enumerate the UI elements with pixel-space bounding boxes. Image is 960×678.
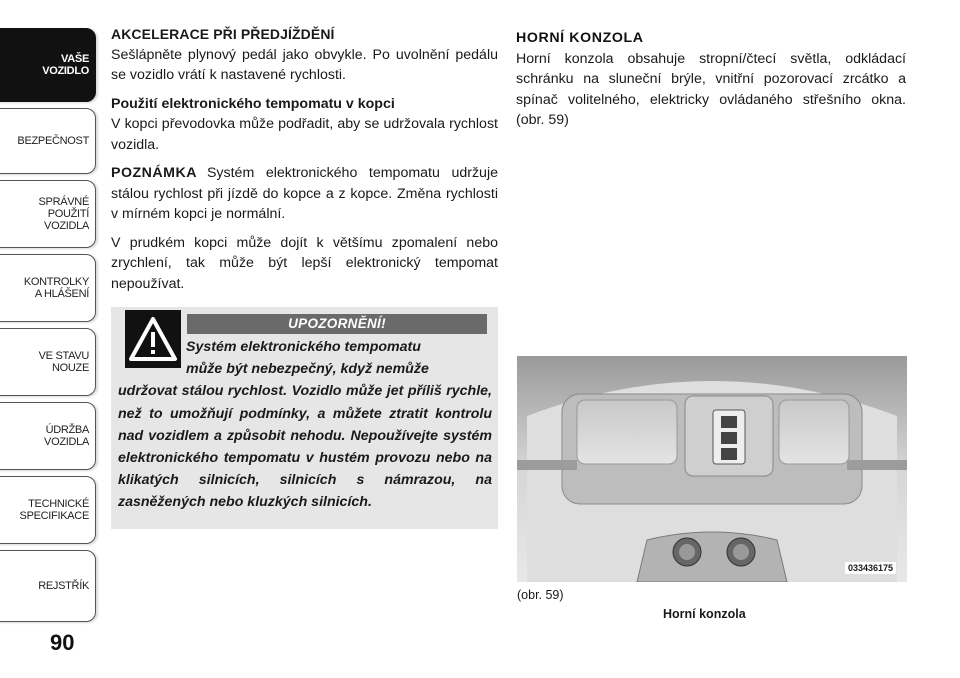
note-label: POZNÁMKA (111, 165, 197, 181)
figure-reference: (obr. 59) (517, 588, 564, 602)
paragraph: Sešlápněte plynový pedál jako obvykle. Po uvolnění pedálu se vozidlo vrátí k nastavené rychlosti. (111, 46, 498, 83)
tab-label: REJSTŘÍK (38, 580, 89, 592)
tab-label: TECHNICKÉ SPECIFIKACE (19, 498, 89, 522)
paragraph: Horní konzola obsahuje stropní/čtecí světla, odkládací schránku na sluneční brýle, vnitřní pozorovací zrcátko a spínač volitelného, elektricky ovládaného střešního okna. (obr. 59) (516, 50, 906, 128)
figure-caption: Horní konzola (663, 607, 746, 621)
tab-spravne-pouziti[interactable] (0, 180, 96, 248)
warning-text (118, 336, 492, 514)
page-number: 90 (50, 630, 75, 655)
tab-rejstrik[interactable] (0, 550, 96, 622)
paragraph: V kopci převodovka může podřadit, aby se udržovala rychlost vozidla. (111, 116, 498, 153)
warning-line: může být nebezpečný, když nemůže (186, 361, 429, 378)
tab-bezpecnost[interactable] (0, 108, 96, 174)
tab-label: VE STAVU NOUZE (38, 350, 89, 374)
section-heading: AKCELERACE PŘI PŘEDJÍŽDĚNÍ (111, 26, 335, 42)
tab-label: VAŠE VOZIDLO (42, 53, 89, 77)
tab-vase-vozidlo[interactable] (0, 28, 96, 102)
right-column (516, 28, 906, 131)
tab-kontrolky[interactable] (0, 254, 96, 322)
warning-line: Systém elektronického tempomatu (186, 339, 421, 355)
warning-title: UPOZORNĚNÍ! (187, 314, 487, 334)
note-paragraph (111, 163, 498, 225)
section-heading: HORNÍ KONZOLA (516, 30, 644, 46)
tab-udrzba[interactable] (0, 402, 96, 470)
tab-ve-stavu-nouze[interactable] (0, 328, 96, 396)
chapter-sidebar (0, 0, 100, 630)
tab-label: ÚDRŽBA VOZIDLA (44, 424, 89, 448)
tab-label: SPRÁVNÉ POUŽITÍ VOZIDLA (38, 196, 89, 232)
warning-box (111, 307, 498, 529)
note-text: Systém elektronického tempomatu udržuje stálou rychlost při jízdě do kopce a z kopce. Změna rychlosti v mírném kopci je normální. (111, 165, 498, 222)
tab-label: BEZPEČNOST (17, 135, 89, 147)
warning-body: udržovat stálou rychlost. Vozidlo může jet příliš rychle, než to umožňují podmínky, a můžete ztratit kontrolu nad vozidlem a způsobit nehodu. Nepoužívejte systém elektronického tempomatu v hustém provozu nebo na klikatých silnicích, silnicích s námrazou, na zasněžených nebo kluzkých silnicích. (118, 383, 492, 511)
left-column (111, 24, 498, 294)
paragraph: V prudkém kopci může dojít k většímu zpomalení nebo zrychlení, tak může být lepší elektronický tempomat nepoužívat. (111, 234, 498, 292)
tab-label: KONTROLKY A HLÁŠENÍ (23, 276, 89, 300)
photo-code: 033436175 (845, 562, 896, 574)
tab-technicke-specifikace[interactable] (0, 476, 96, 544)
overhead-console-photo (517, 356, 907, 582)
subheading: Použití elektronického tempomatu v kopci (111, 95, 395, 112)
